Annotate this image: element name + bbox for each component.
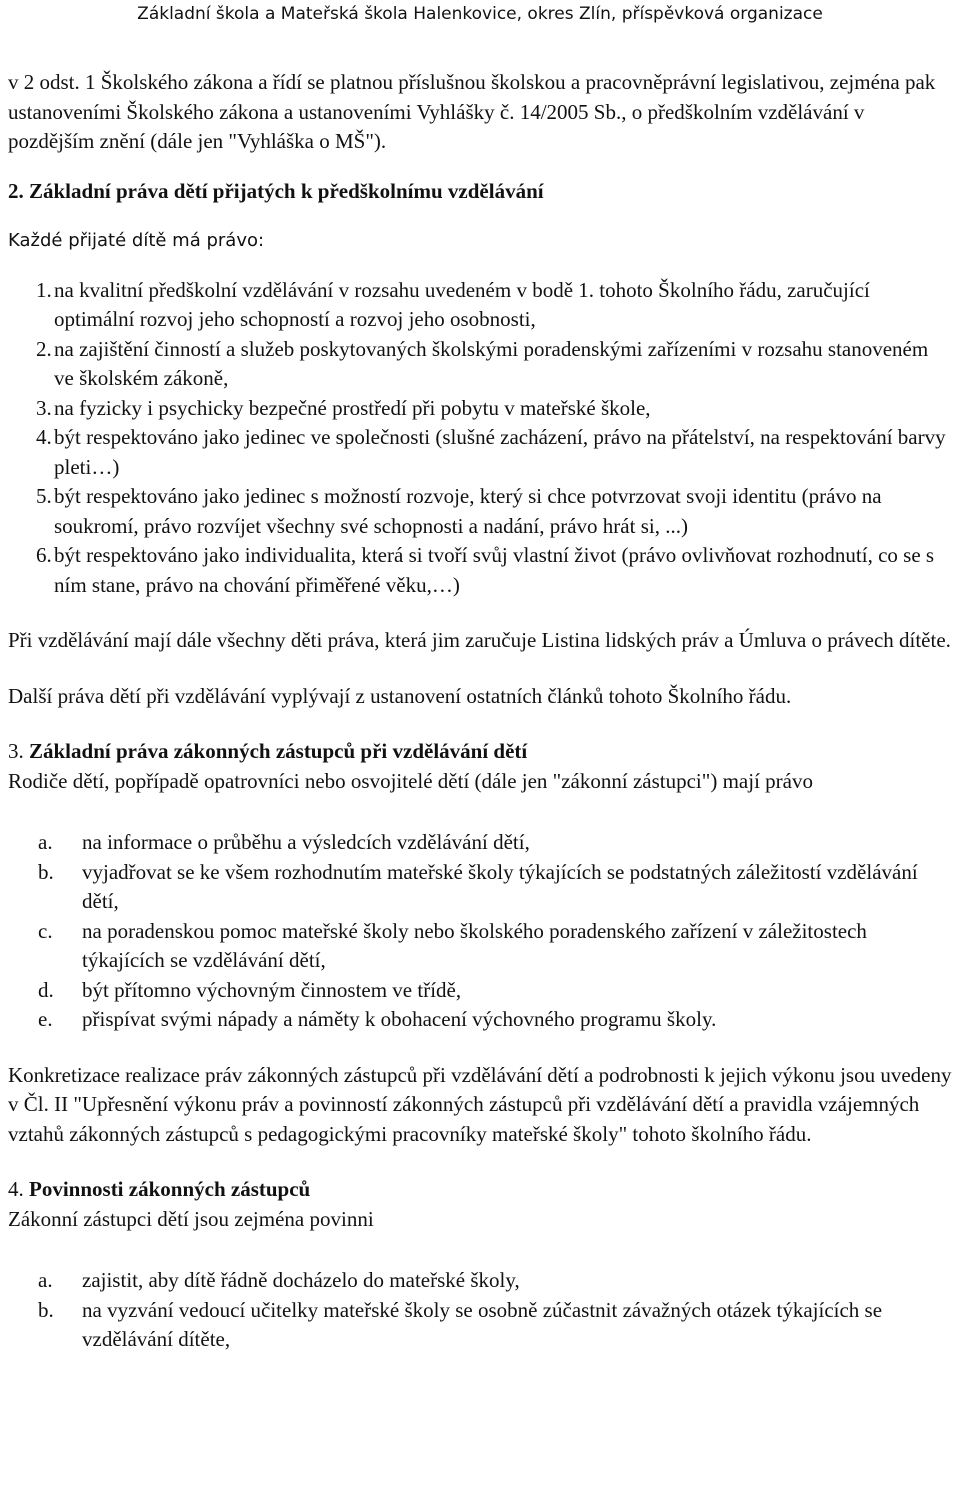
list-item xyxy=(8,1005,952,1035)
list-text: na poradenskou pomoc mateřské školy nebo školského poradenského zařízení v záležitostech týkajících se vzdělávání dětí, xyxy=(82,918,867,972)
section-2-heading: 2. Základní práva dětí přijatých k předškolnímu vzdělávání xyxy=(8,178,544,203)
list-number: 4. xyxy=(36,425,52,449)
list-number: 3. xyxy=(36,395,52,420)
document-body xyxy=(0,68,960,1355)
list-number: 6. xyxy=(36,543,52,567)
list-text: zajistit, aby dítě řádně docházelo do mateřské školy, xyxy=(82,1268,520,1292)
list-number: 1. xyxy=(36,277,52,302)
list-number: 5. xyxy=(36,484,52,508)
list-text: na fyzicky i psychicky bezpečné prostředí při pobytu v mateřské škole, xyxy=(54,395,651,420)
list-letter: a. xyxy=(38,830,53,854)
section-3-number: 3. xyxy=(8,739,29,763)
section-4-lead: Zákonní zástupci dětí jsou zejména povinni xyxy=(8,1206,374,1231)
list-item xyxy=(8,828,952,858)
section-2-lead: Každé přijaté dítě má právo: xyxy=(8,230,265,251)
header-title: Základní škola a Mateřská škola Halenkovice, okres Zlín, příspěvková organizace xyxy=(137,4,823,24)
parent-rights-list xyxy=(8,828,952,1035)
list-item xyxy=(8,482,952,541)
section-3-paragraph: Konkretizace realizace práv zákonných zástupců při vzdělávání dětí a podrobnosti k jejich výkonu jsou uvedeny v Čl. II "Upřesnění výkonu práv a povinností zákonných zástupců při vzdělávání dětí a pravidla vzájemných vztahů zákonných zástupců s pedagogickými pracovníky mateřské školy" tohoto školního řádu. xyxy=(8,1062,952,1146)
list-item xyxy=(8,1266,952,1296)
parent-duties-list xyxy=(8,1266,952,1355)
list-item xyxy=(8,276,952,335)
list-text: být přítomno výchovným činnostem ve třídě, xyxy=(82,977,462,1002)
section-3-lead: Rodiče dětí, popřípadě opatrovníci nebo osvojitelé dětí (dále jen "zákonní zástupci") mají právo xyxy=(8,768,813,793)
list-letter: c. xyxy=(38,918,53,943)
rights-paragraph-1: Při vzdělávání mají dále všechny děti práva, která jim zaručuje Listina lidských práv a Úmluva o právech dítěte. xyxy=(8,628,951,652)
list-letter: d. xyxy=(38,977,54,1002)
list-item xyxy=(8,858,952,917)
intro-paragraph: v 2 odst. 1 Školského zákona a řídí se platnou příslušnou školskou a pracovněprávní legislativou, zejména pak ustanoveními Školského zákona a ustanoveními Vyhlášky č. 14/2005 Sb., o předškolním vzdělávání v pozdějším znění (dále jen "Vyhláška o MŠ"). xyxy=(8,70,936,153)
list-text: na vyzvání vedoucí učitelky mateřské školy se osobně zúčastnit závažných otázek týkajících se vzdělávání dítěte, xyxy=(82,1297,883,1351)
list-text: na kvalitní předškolní vzdělávání v rozsahu uvedeném v bodě 1. tohoto Školního řádu, zaručující optimální rozvoj jeho schopností a rozvoj jeho osobnosti, xyxy=(54,277,870,331)
section-4-heading xyxy=(8,1175,952,1205)
list-text: na informace o průběhu a výsledcích vzdělávání dětí, xyxy=(82,830,530,854)
list-item xyxy=(8,917,952,976)
list-text: na zajištění činností a služeb poskytovaných školskými poradenskými zařízeními v rozsahu stanoveném ve školském zákoně, xyxy=(54,336,929,390)
section-4-title: Povinnosti zákonných zástupců xyxy=(29,1177,311,1201)
list-text: být respektováno jako jedinec ve společnosti (slušné zacházení, právo na přátelství, na respektování barvy pleti…) xyxy=(54,425,946,479)
section-3-title: Základní práva zákonných zástupců při vzdělávání dětí xyxy=(29,739,528,763)
list-number: 2. xyxy=(36,336,52,361)
list-item xyxy=(8,976,952,1006)
rights-paragraph-2: Další práva dětí při vzdělávání vyplývají z ustanovení ostatních článků tohoto Školního řádu. xyxy=(8,683,792,708)
list-item xyxy=(8,541,952,600)
list-text: být respektováno jako jedinec s možností rozvoje, který si chce potvrzovat svoji identitu (právo na soukromí, právo rozvíjet všechny své schopnosti a nadání, právo hrát si, ...) xyxy=(54,484,882,538)
list-letter: b. xyxy=(38,1297,54,1322)
section-4-number: 4. xyxy=(8,1177,29,1201)
list-item xyxy=(8,335,952,394)
rights-list xyxy=(8,276,952,601)
list-item xyxy=(8,1296,952,1355)
list-letter: a. xyxy=(38,1268,53,1292)
list-text: vyjadřovat se ke všem rozhodnutím mateřské školy týkajících se podstatných záležitostí vzdělávání dětí, xyxy=(82,859,918,913)
list-text: přispívat svými nápady a náměty k obohacení výchovného programu školy. xyxy=(82,1007,717,1031)
list-letter: e. xyxy=(38,1007,53,1031)
list-item xyxy=(8,394,952,424)
list-item xyxy=(8,423,952,482)
list-text: být respektováno jako individualita, která si tvoří svůj vlastní život (právo ovlivňovat rozhodnutí, co se s ním stane, právo na chování přiměřené věku,…) xyxy=(54,543,935,597)
section-3-heading xyxy=(8,737,952,767)
list-letter: b. xyxy=(38,859,54,884)
page-header xyxy=(0,0,960,30)
